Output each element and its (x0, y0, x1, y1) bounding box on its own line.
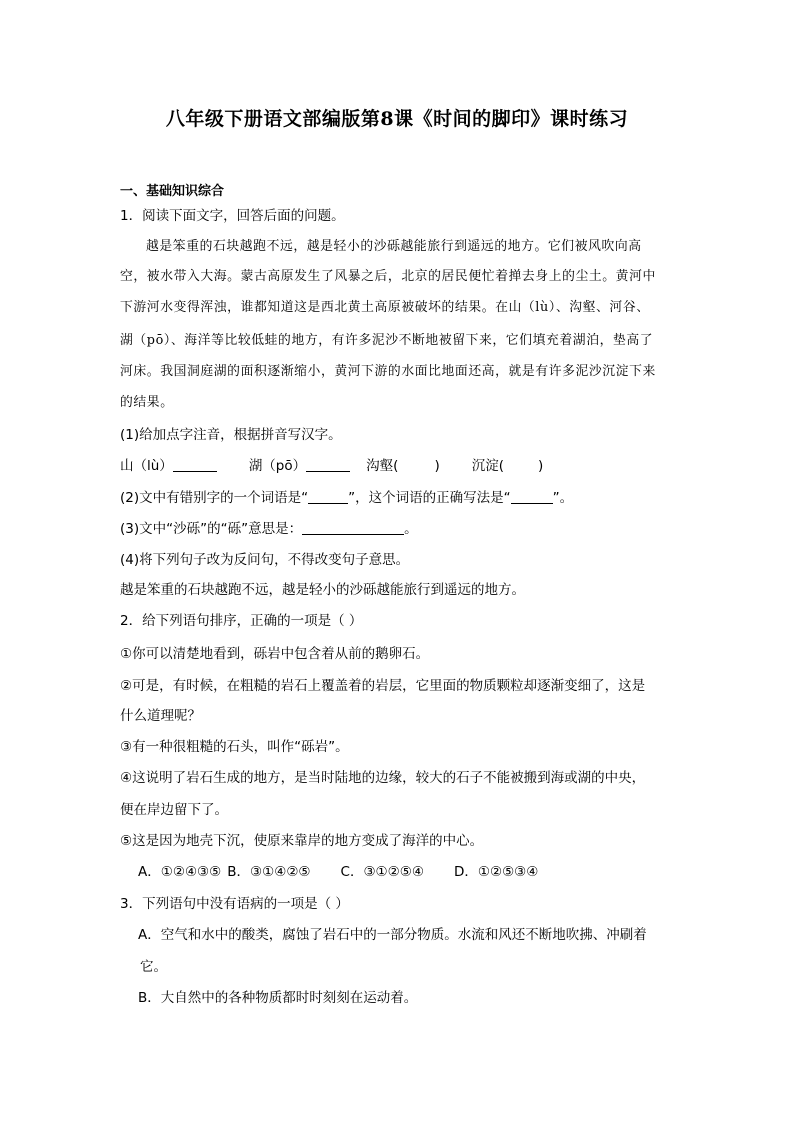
answer-options (138, 862, 538, 882)
sentence-item: 什么道理呢？ (120, 708, 201, 724)
answer-blank[interactable] (308, 489, 348, 504)
passage-line: 湖（pō）、海洋等比较低蛙的地方，有许多泥沙不断地被留下来，它们填充着湖泊，垫高了 (120, 333, 654, 348)
sentence-item: ①你可以清楚地看到，砾岩中包含着从前的鹅卵石。 (120, 646, 430, 662)
item-label: 湖（pō） (248, 458, 307, 474)
passage-line: 空，被水带入大海。蒙古高原发生了风暴之后，北京的居民便忙着掸去身上的尘土。黄河中 (120, 269, 656, 284)
passage-line: 的结果。 (120, 395, 174, 410)
option-b[interactable]: B．大自然中的各种物质都时时刻刻在运动着。 (138, 990, 418, 1006)
sentence-item: ②可是，有时候，在粗糙的岩石上覆盖着的岩层，它里面的物质颗粒却逐渐变细了，这是 (120, 678, 646, 694)
answer-blank[interactable] (302, 520, 404, 535)
passage-line: 越是笨重的石块越跑不远，越是轻小的沙砾越能旅行到遥远的地方。它们被风吹向高 (146, 239, 642, 254)
sentence-item: ⑤这是因为地壳下沉，使原来靠岸的地方变成了海洋的中心。 (120, 833, 484, 849)
sub-question-4: (4)将下列句子改为反问句，不得改变句子意思。 (120, 552, 410, 568)
passage-line: 下游河水变得浑浊，谁都知道这是西北黄土高原被破坏的结果。在山（lù）、沟壑、河谷、 (120, 300, 650, 315)
sentence-item: ④这说明了岩石生成的地方，是当时陆地的边缘，较大的石子不能被搬到海或湖的中央， (120, 770, 646, 786)
option-d[interactable]: D．①②⑤③④ (453, 864, 539, 880)
passage-line: 河床。我国洞庭湖的面积逐渐缩小，黄河下游的水面比地面还高，就是有许多泥沙沉淀下来 (120, 364, 656, 379)
sub-question-1: (1)给加点字注音，根据拼音写汉字。 (120, 427, 342, 443)
option-a-continued: 它。 (140, 959, 167, 975)
item-label: 沟壑( (366, 458, 399, 474)
option-a[interactable]: A．空气和水中的酸类，腐蚀了岩石中的一部分物质。水流和风还不断地吹拂、冲刷着 (138, 927, 647, 943)
option-a[interactable]: A．①②④③⑤ (138, 864, 222, 880)
sub-question-3: (3)文中“沙砾”的“砾”意思是： 。 (120, 521, 418, 537)
question-2-stem: 2．给下列语句排序，正确的一项是（ ） (120, 613, 363, 629)
answer-blank[interactable] (173, 457, 217, 472)
sentence-item: 便在岸边留下了。 (120, 802, 228, 818)
sentence-item: ③有一种很粗糙的石头，叫作“砾岩”。 (120, 739, 349, 755)
page-title: 八年级下册语文部编版第8课《时间的脚印》课时练习 (165, 108, 629, 130)
question-1-stem: 1．阅读下面文字，回答后面的问题。 (120, 208, 345, 224)
answer-blank[interactable] (511, 489, 553, 504)
sub-question-2: (2)文中有错别字的一个词语是“ ”，这个词语的正确写法是“ ”。 (120, 490, 574, 506)
option-c[interactable]: C．③①②⑤④ (340, 864, 424, 880)
option-b[interactable]: B．③①④②⑤ (227, 864, 311, 880)
answer-blank[interactable] (306, 457, 350, 472)
pinyin-row: 山（lù） 湖（pō） 沟壑( ) 沉淀( ) (120, 458, 544, 474)
question-3-stem: 3．下列语句中没有语病的一项是（ ） (120, 896, 349, 912)
item-label: 沉淀( (471, 458, 504, 474)
sentence-to-rewrite: 越是笨重的石块越跑不远，越是轻小的沙砾越能旅行到遥远的地方。 (120, 582, 525, 598)
item-label: 山（lù） (120, 458, 173, 474)
section-heading: 一、基础知识综合 (120, 184, 225, 199)
